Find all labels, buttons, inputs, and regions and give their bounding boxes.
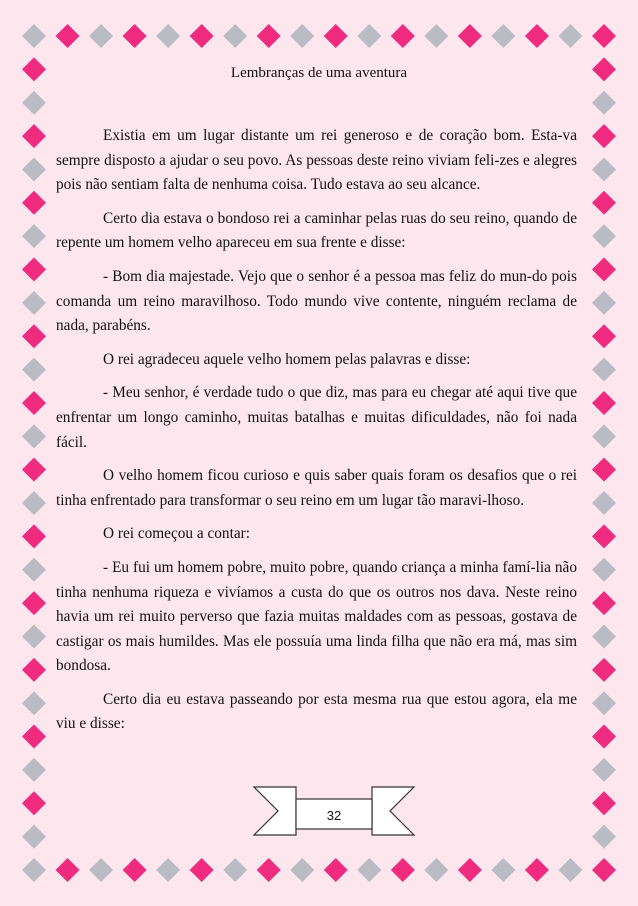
paragraph: O rei agradeceu aquele velho homem pelas palavras e disse: xyxy=(103,350,471,368)
gray-diamond xyxy=(424,24,448,48)
pink-diamond xyxy=(22,591,46,615)
pink-diamond xyxy=(22,458,46,482)
pink-diamond xyxy=(123,24,147,48)
gray-diamond xyxy=(592,558,616,582)
pink-diamond xyxy=(525,858,549,882)
gray-diamond xyxy=(22,758,46,782)
pink-diamond xyxy=(257,24,281,48)
pink-diamond xyxy=(190,858,214,882)
gray-diamond xyxy=(22,491,46,515)
pink-diamond xyxy=(592,524,616,548)
gray-diamond xyxy=(558,858,582,882)
gray-diamond xyxy=(592,157,616,181)
pink-diamond xyxy=(56,858,80,882)
pink-diamond xyxy=(592,324,616,348)
paragraph: O velho homem ficou curioso e quis saber quais foram os desafios que o rei tinha enfrentado para transformar o seu reino em um lugar tão maravi-lhoso. xyxy=(56,467,577,509)
gray-diamond xyxy=(357,858,381,882)
gray-diamond xyxy=(22,691,46,715)
gray-diamond xyxy=(223,24,247,48)
paragraph: Existia em um lugar distante um rei generoso e de coração bom. Esta-va sempre disposto a ajudar o seu povo. As pessoas deste reino viviam feli-zes e alegres pois não sentiam falta de nenhuma coisa. Tudo estava ao seu alcance. xyxy=(56,127,577,194)
gray-diamond xyxy=(22,858,46,882)
pink-diamond xyxy=(391,24,415,48)
gray-diamond xyxy=(22,157,46,181)
gray-diamond xyxy=(22,358,46,382)
pink-diamond xyxy=(592,24,616,48)
pink-diamond xyxy=(592,725,616,749)
pink-diamond xyxy=(525,24,549,48)
pink-diamond xyxy=(592,191,616,215)
paragraph: Certo dia eu estava passeando por esta mesma rua que estou agora, ela me viu e disse: xyxy=(56,690,577,733)
pink-diamond xyxy=(22,658,46,682)
pink-diamond xyxy=(257,858,281,882)
gray-diamond xyxy=(156,858,180,882)
gray-diamond xyxy=(592,691,616,715)
gray-diamond xyxy=(22,558,46,582)
pink-diamond xyxy=(22,124,46,148)
gray-diamond xyxy=(592,224,616,248)
pink-diamond xyxy=(22,191,46,215)
paragraph: O rei começou a contar: xyxy=(103,525,250,543)
pink-diamond xyxy=(190,24,214,48)
pink-diamond xyxy=(324,858,348,882)
gray-diamond xyxy=(223,858,247,882)
gray-diamond xyxy=(424,858,448,882)
gray-diamond xyxy=(592,758,616,782)
gray-diamond xyxy=(592,358,616,382)
gray-diamond xyxy=(592,825,616,849)
gray-diamond xyxy=(22,91,46,115)
gray-diamond xyxy=(156,24,180,48)
pink-diamond xyxy=(56,24,80,48)
gray-diamond xyxy=(592,624,616,648)
pink-diamond xyxy=(22,324,46,348)
story-text xyxy=(56,124,577,746)
gray-diamond xyxy=(89,858,113,882)
gray-diamond xyxy=(22,624,46,648)
gray-diamond xyxy=(89,24,113,48)
pink-diamond xyxy=(458,858,482,882)
pink-diamond xyxy=(592,791,616,815)
paragraph: - Bom dia majestade. Vejo que o senhor é a pessoa mas feliz do mun-do pois comanda um reino maravilhoso. Todo mundo vive contente, ninguém reclama de nada, parabéns. xyxy=(56,267,577,335)
pink-diamond xyxy=(22,725,46,749)
page-title: Lembranças de uma aventura xyxy=(230,65,408,81)
gray-diamond xyxy=(592,491,616,515)
gray-diamond xyxy=(491,858,515,882)
pink-diamond xyxy=(592,258,616,282)
paragraph: - Meu senhor, é verdade tudo o que diz, mas para eu chegar até aqui tive que enfrentar um longo caminho, muitas batalhas e muitas dificuldades, não foi nada fácil. xyxy=(56,384,577,451)
pink-diamond xyxy=(592,591,616,615)
gray-diamond xyxy=(592,424,616,448)
pink-diamond xyxy=(592,658,616,682)
pink-diamond xyxy=(22,791,46,815)
gray-diamond xyxy=(22,424,46,448)
paragraph: Certo dia estava o bondoso rei a caminhar pelas ruas do seu reino, quando de repente um homem velho apareceu em sua frente e disse: xyxy=(56,209,577,252)
pink-diamond xyxy=(324,24,348,48)
gray-diamond xyxy=(592,91,616,115)
gray-diamond xyxy=(22,825,46,849)
gray-diamond xyxy=(357,24,381,48)
gray-diamond xyxy=(290,858,314,882)
gray-diamond xyxy=(22,291,46,315)
pink-diamond xyxy=(458,24,482,48)
paragraph: - Eu fui um homem pobre, muito pobre, quando criança a minha famí-lia não tinha nenhuma riqueza e vivíamos a custa do que os outros nos dava. Neste reino havia um rei muito perverso que fazia muitas maldades com as pessoas, gostava de castigar os mais humildes. Mas ele possuía uma linda filha que não era má, mas sim bondosa. xyxy=(56,558,577,675)
pink-diamond xyxy=(22,524,46,548)
pink-diamond xyxy=(391,858,415,882)
pink-diamond xyxy=(592,458,616,482)
gray-diamond xyxy=(290,24,314,48)
pink-diamond xyxy=(592,858,616,882)
gray-diamond xyxy=(592,291,616,315)
pink-diamond xyxy=(22,391,46,415)
pink-diamond xyxy=(592,124,616,148)
pink-diamond xyxy=(123,858,147,882)
gray-diamond xyxy=(22,224,46,248)
gray-diamond xyxy=(22,24,46,48)
gray-diamond xyxy=(491,24,515,48)
gray-diamond xyxy=(558,24,582,48)
page-number: 32 xyxy=(326,808,342,823)
pink-diamond xyxy=(592,391,616,415)
pink-diamond xyxy=(22,258,46,282)
